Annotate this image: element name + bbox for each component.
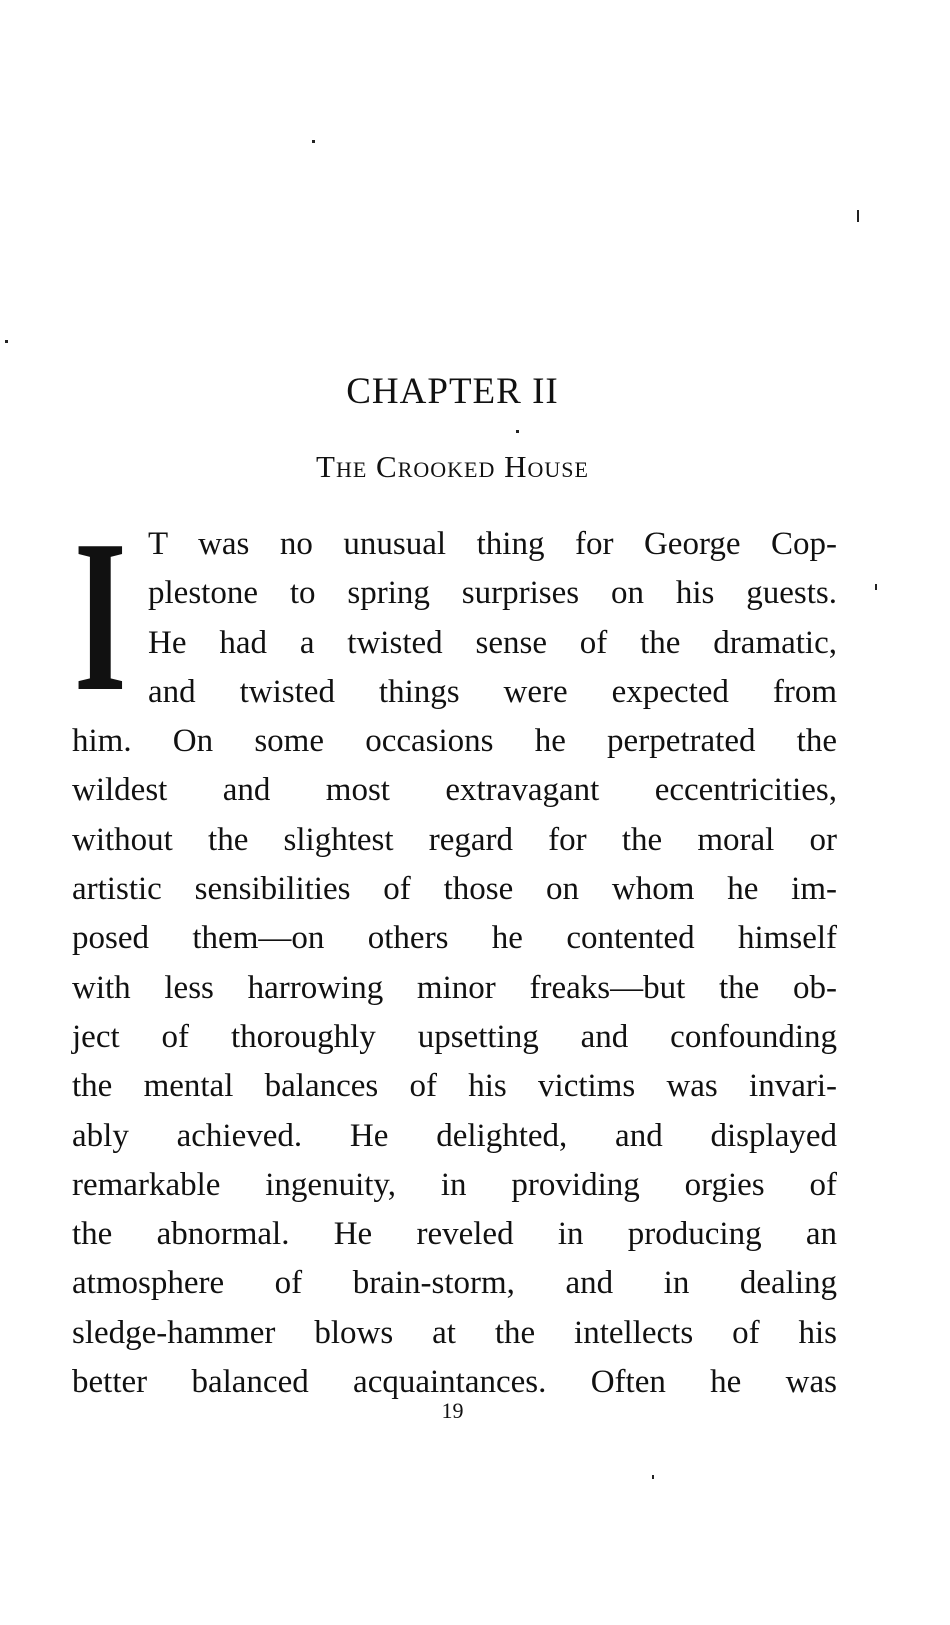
text-line: with less harrowing minor freaks—but the ob- — [72, 969, 837, 1006]
drop-cap: I — [74, 496, 127, 737]
page-number: 19 — [441, 1398, 464, 1423]
text-line: wildest and most extravagant eccentricities, — [72, 772, 837, 809]
chapter-title: The Crooked House — [316, 449, 589, 484]
text-line: ject of thoroughly upsetting and confounding — [72, 1018, 837, 1055]
text-line: sledge-hammer blows at the intellects of his — [72, 1314, 837, 1351]
scan-speck — [652, 1475, 654, 1479]
scan-speck — [312, 140, 315, 143]
scan-speck — [516, 430, 519, 433]
text-line: the abnormal. He reveled in producing an — [72, 1216, 837, 1253]
text-line: plestone to spring surprises on his guests. — [148, 575, 837, 612]
text-line: and twisted things were expected from — [148, 673, 837, 710]
text-line: better balanced acquaintances. Often he was — [72, 1364, 837, 1401]
text-line: atmosphere of brain-storm, and in dealing — [72, 1265, 837, 1302]
chapter-number: CHAPTER II — [346, 371, 559, 412]
text-line: posed them—on others he contented himself — [72, 920, 837, 957]
scan-speck — [857, 210, 859, 222]
text-line: remarkable ingenuity, in providing orgies of — [72, 1166, 837, 1203]
text-line: T was no unusual thing for George Cop- — [148, 526, 837, 562]
scan-speck — [875, 584, 877, 590]
body-text — [72, 520, 837, 1407]
text-line: without the slightest regard for the moral or — [72, 821, 837, 858]
text-line: artistic sensibilities of those on whom he im- — [72, 871, 837, 908]
text-line: ably achieved. He delighted, and displayed — [72, 1117, 837, 1154]
text-line: He had a twisted sense of the dramatic, — [148, 624, 837, 661]
scan-speck — [5, 340, 8, 343]
text-line: him. On some occasions he perpetrated the — [72, 723, 837, 760]
text-line: the mental balances of his victims was invari- — [72, 1068, 837, 1105]
